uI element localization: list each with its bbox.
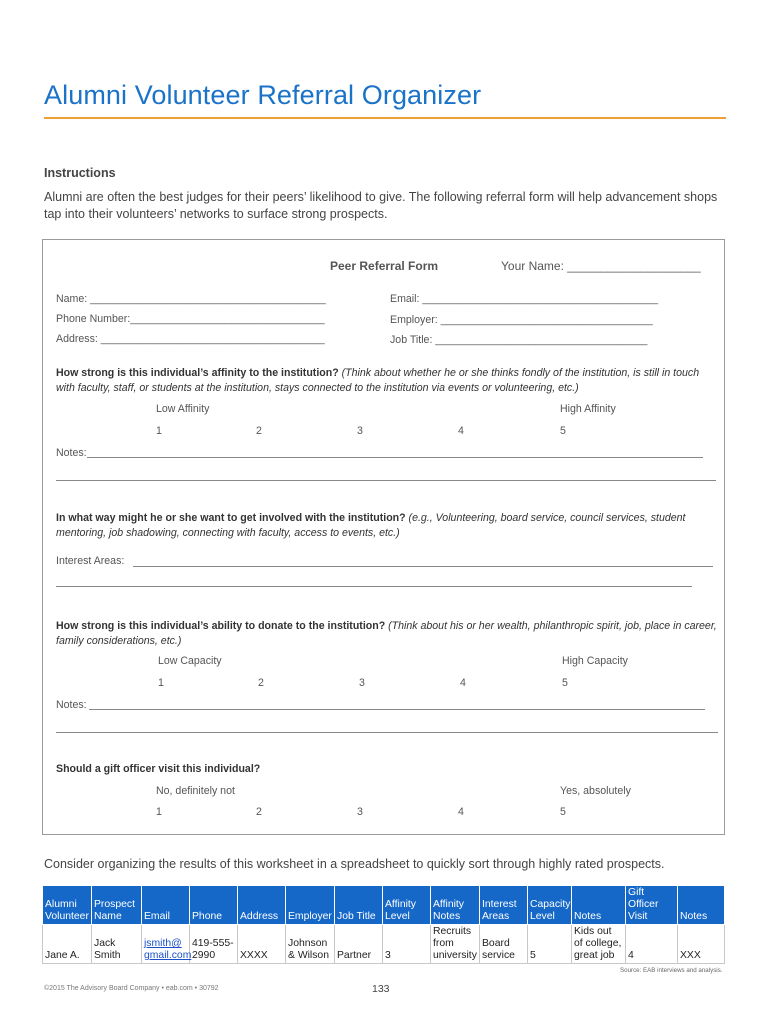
table-cell: Jack Smith — [92, 925, 142, 964]
table-cell: 5 — [528, 925, 572, 964]
col-header: Notes — [678, 886, 725, 925]
capacity-option-1[interactable]: 1 — [158, 677, 164, 689]
your-name-field[interactable]: Your Name: ____________________ — [501, 259, 701, 273]
col-header: Job Title — [335, 886, 383, 925]
instructions-heading: Instructions — [44, 166, 116, 180]
page-title: Alumni Volunteer Referral Organizer — [44, 80, 482, 110]
col-header: Employer — [286, 886, 335, 925]
col-header: Phone — [190, 886, 238, 925]
affinity-option-1[interactable]: 1 — [156, 425, 162, 437]
job-title-field[interactable]: Job Title: ____________________________________ — [390, 334, 648, 346]
table-cell: 419-555- 2990 — [190, 925, 238, 964]
involvement-question — [56, 511, 706, 540]
interest-areas-line-2[interactable] — [56, 586, 692, 587]
interest-areas-line-1[interactable] — [133, 566, 713, 567]
capacity-notes-line-2[interactable] — [56, 732, 718, 733]
affinity-question — [56, 366, 716, 395]
capacity-option-4[interactable]: 4 — [460, 677, 466, 689]
col-header: Email — [142, 886, 190, 925]
visit-option-1[interactable]: 1 — [156, 806, 162, 818]
affinity-option-4[interactable]: 4 — [458, 425, 464, 437]
name-field[interactable]: Name: ________________________________________ — [56, 293, 326, 305]
table-cell: XXXX — [238, 925, 286, 964]
table-cell: Partner — [335, 925, 383, 964]
sample-spreadsheet — [42, 885, 725, 964]
col-header: Affinity Notes — [431, 886, 480, 925]
source-note: Source: EAB interviews and analysis. — [620, 967, 723, 974]
phone-field[interactable]: Phone Number:_________________________________ — [56, 313, 325, 325]
capacity-question-bold: How strong is this individual’s ability to donate to the institution? — [56, 620, 386, 632]
visit-question — [56, 762, 260, 777]
instructions-text: Alumni are often the best judges for their peers’ likelihood to give. The following referral form will help advancement shops tap into their volunteers’ networks to surface strong prospects. — [44, 190, 718, 221]
visit-option-2[interactable]: 2 — [256, 806, 262, 818]
affinity-notes-line-1[interactable] — [87, 457, 703, 458]
involvement-question-hint: (e.g., Volunteering, board service, council services, student mentoring, job shadowing, connecting with faculty, access to events, etc.) — [56, 512, 686, 539]
col-header: Address — [238, 886, 286, 925]
address-field[interactable]: Address: ______________________________________ — [56, 333, 325, 345]
col-header: Interest Areas — [480, 886, 528, 925]
col-header: Gift Officer Visit — [626, 886, 678, 925]
table-cell: Jane A. — [43, 925, 92, 964]
visit-question-bold: Should a gift officer visit this individual? — [56, 763, 261, 775]
visit-option-5[interactable]: 5 — [560, 806, 566, 818]
table-cell: 3 — [383, 925, 431, 964]
visit-low-label: No, definitely not — [156, 785, 235, 797]
footer-copyright: ©2015 The Advisory Board Company • eab.com • 30792 — [44, 985, 219, 992]
spreadsheet-intro: Consider organizing the results of this worksheet in a spreadsheet to quickly sort through highly rated prospects. — [44, 857, 665, 871]
table-row — [43, 925, 725, 964]
visit-option-3[interactable]: 3 — [357, 806, 363, 818]
col-header: Notes — [572, 886, 626, 925]
table-cell: Board service — [480, 925, 528, 964]
spreadsheet-header-row — [43, 886, 725, 925]
table-cell: 4 — [626, 925, 678, 964]
capacity-question-hint: (Think about his or her wealth, philanthropic spirit, job, place in career, family considerations, etc.) — [56, 620, 717, 647]
col-header: Capacity Level — [528, 886, 572, 925]
col-header: Alumni Volunteer — [43, 886, 92, 925]
email-link[interactable]: jsmith@ gmail.com — [142, 925, 190, 964]
table-cell: Recruits from university — [431, 925, 480, 964]
capacity-option-5[interactable]: 5 — [562, 677, 568, 689]
col-header: Prospect Name — [92, 886, 142, 925]
visit-option-4[interactable]: 4 — [458, 806, 464, 818]
high-capacity-label: High Capacity — [562, 655, 628, 667]
form-heading: Peer Referral Form — [330, 259, 439, 273]
affinity-option-3[interactable]: 3 — [357, 425, 363, 437]
affinity-question-bold: How strong is this individual’s affinity to the institution? — [56, 367, 339, 379]
low-affinity-label: Low Affinity — [156, 403, 210, 415]
capacity-notes-line-1[interactable] — [89, 709, 705, 710]
affinity-question-hint: (Think about whether he or she thinks fondly of the institution, is still in touch with faculty, staff, or students at the institution, stays connected to the institution via events or volunteering, etc.) — [56, 367, 700, 394]
affinity-option-5[interactable]: 5 — [560, 425, 566, 437]
table-cell: Johnson & Wilson — [286, 925, 335, 964]
interest-areas-label: Interest Areas: — [56, 555, 125, 567]
involvement-question-bold: In what way might he or she want to get involved with the institution? — [56, 512, 406, 524]
capacity-question — [56, 619, 721, 648]
visit-high-label: Yes, absolutely — [560, 785, 631, 797]
employer-field[interactable]: Employer: ____________________________________ — [390, 314, 653, 326]
table-cell: XXX — [678, 925, 725, 964]
title-divider — [44, 117, 726, 119]
affinity-notes-label: Notes: — [56, 447, 87, 459]
affinity-notes-line-2[interactable] — [56, 480, 716, 481]
low-capacity-label: Low Capacity — [158, 655, 222, 667]
page-number: 133 — [372, 983, 390, 995]
email-field[interactable]: Email: ________________________________________ — [390, 293, 659, 305]
capacity-notes-label: Notes: — [56, 699, 87, 711]
col-header: Affinity Level — [383, 886, 431, 925]
affinity-option-2[interactable]: 2 — [256, 425, 262, 437]
capacity-option-2[interactable]: 2 — [258, 677, 264, 689]
high-affinity-label: High Affinity — [560, 403, 616, 415]
table-cell: Kids out of college, great job — [572, 925, 626, 964]
capacity-option-3[interactable]: 3 — [359, 677, 365, 689]
